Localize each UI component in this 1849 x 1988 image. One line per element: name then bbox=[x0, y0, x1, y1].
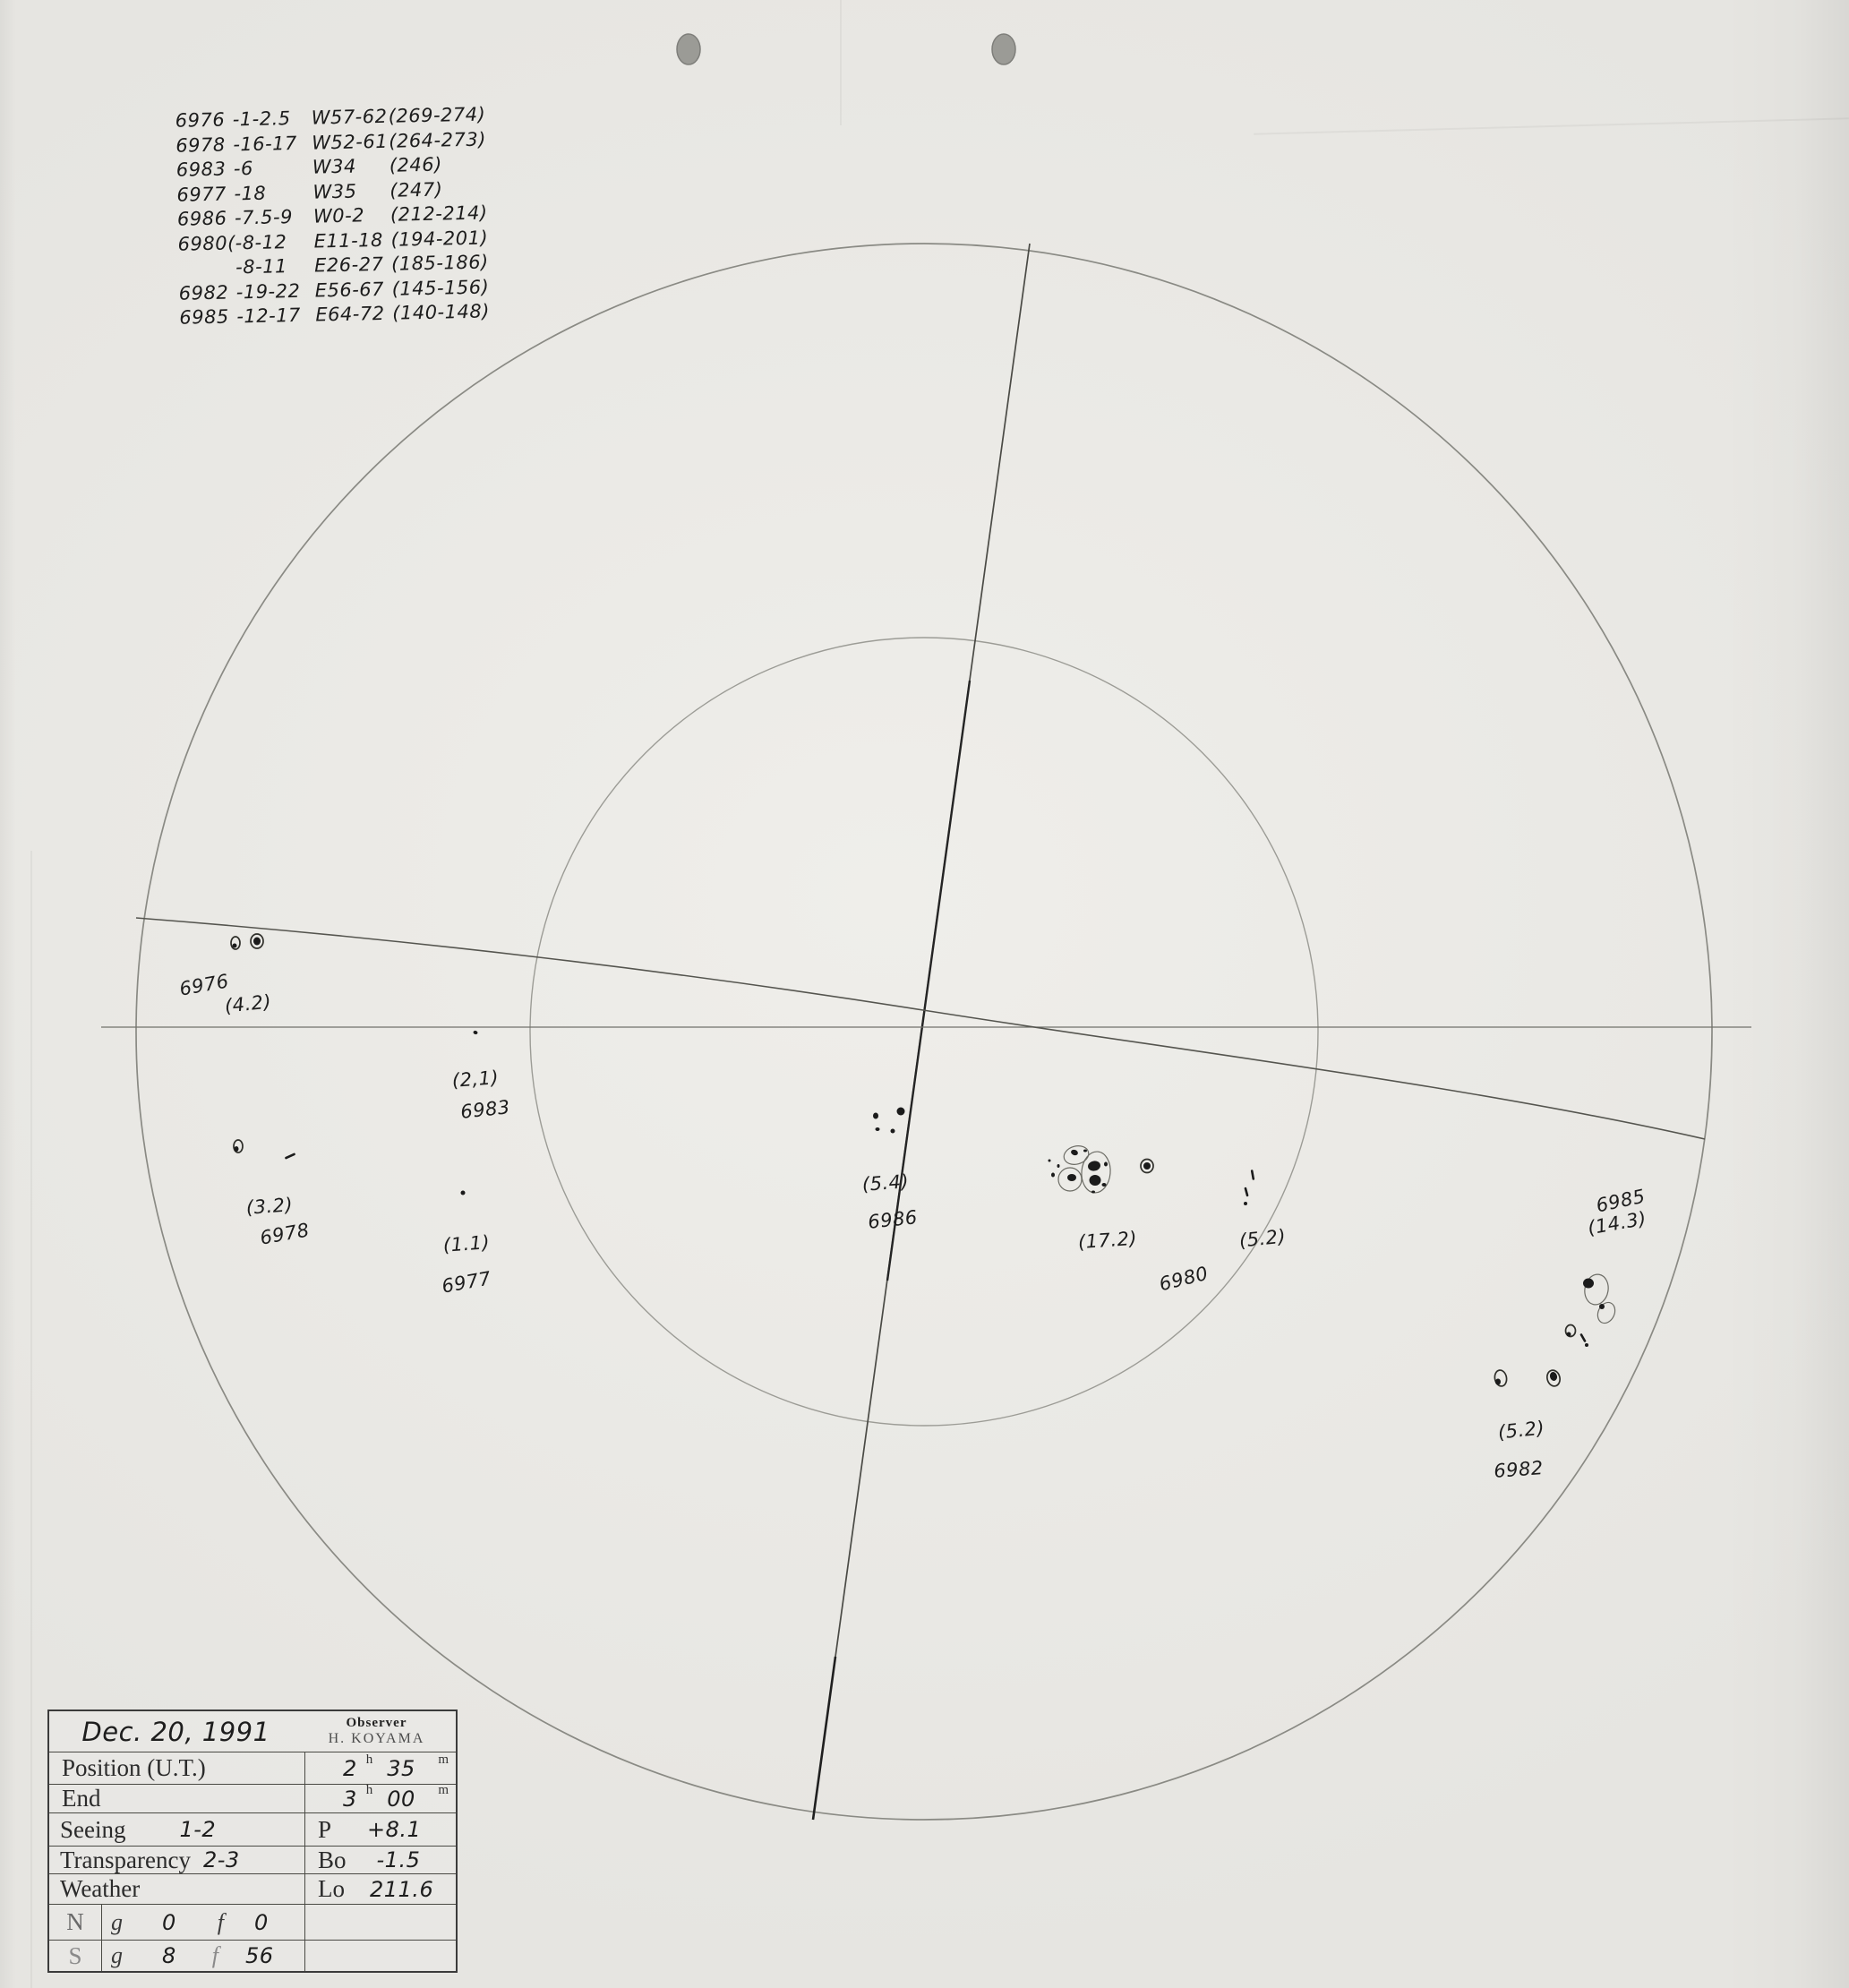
sunspot bbox=[1583, 1279, 1594, 1289]
g-symbol: g bbox=[111, 1942, 123, 1968]
longitude-range: W57-62 bbox=[311, 105, 388, 129]
empty-cell bbox=[304, 1905, 456, 1940]
lo-value: 211.6 bbox=[370, 1876, 434, 1902]
sunspot bbox=[1057, 1164, 1060, 1168]
observation-table bbox=[47, 1710, 458, 1973]
seeing-row bbox=[49, 1812, 456, 1846]
north-count-row bbox=[49, 1904, 456, 1940]
sunspot bbox=[1087, 1160, 1101, 1171]
date-observer-row bbox=[49, 1711, 456, 1752]
sunspot bbox=[1599, 1304, 1605, 1309]
sunspot bbox=[1567, 1332, 1571, 1337]
end-row bbox=[49, 1784, 456, 1812]
sunspot bbox=[897, 1108, 905, 1116]
sunspot bbox=[1051, 1173, 1055, 1178]
end-hours: 3 bbox=[343, 1786, 357, 1812]
group-label-6985: 6985 bbox=[1594, 1185, 1648, 1217]
active-region-catalog bbox=[175, 102, 500, 330]
position-value bbox=[304, 1752, 456, 1784]
group-count-6986: (5.4) bbox=[861, 1170, 910, 1195]
sunspot bbox=[873, 1113, 878, 1119]
carrington-range: (212-214) bbox=[389, 201, 488, 226]
transparency-row bbox=[49, 1846, 456, 1873]
end-minutes: 00 bbox=[387, 1786, 415, 1812]
carrington-range: (269-274) bbox=[388, 103, 486, 127]
group-label-6976: 6976 bbox=[177, 970, 231, 1000]
carrington-range: (140-148) bbox=[392, 300, 491, 324]
transparency-value: 2-3 bbox=[202, 1847, 240, 1872]
meridian-dark-segment-bottom bbox=[813, 1657, 835, 1820]
position-label: Position (U.T.) bbox=[62, 1754, 206, 1781]
group-label-6983: 6983 bbox=[459, 1096, 511, 1123]
outer-disk-circle bbox=[136, 244, 1712, 1820]
weather-label: Weather bbox=[60, 1875, 141, 1902]
group-number: 6985 bbox=[179, 305, 230, 329]
longitude-range: E11-18 bbox=[313, 228, 384, 253]
f-symbol: f bbox=[211, 1942, 219, 1968]
minutes-unit: m bbox=[438, 1783, 449, 1797]
sunspot bbox=[1062, 1144, 1091, 1168]
carrington-range: (247) bbox=[389, 178, 443, 201]
g-symbol: g bbox=[111, 1908, 123, 1935]
sunspot bbox=[1595, 1299, 1618, 1325]
longitude-range: E64-72 bbox=[315, 302, 385, 326]
group-number: 6986 bbox=[176, 207, 227, 230]
end-value bbox=[304, 1785, 456, 1812]
sunspot bbox=[1067, 1174, 1076, 1181]
group-number: 6982 bbox=[178, 281, 229, 304]
minutes-unit: m bbox=[438, 1752, 449, 1767]
latitude-range: -12-17 bbox=[236, 304, 302, 328]
group-number: 6976 bbox=[175, 108, 226, 132]
sunspot bbox=[1143, 1162, 1151, 1170]
carrington-range: (246) bbox=[389, 153, 443, 176]
sunspot bbox=[1070, 1149, 1079, 1156]
latitude-range: -7.5-9 bbox=[234, 206, 294, 229]
latitude-range: -6 bbox=[233, 157, 254, 180]
sunspot bbox=[1585, 1343, 1588, 1347]
latitude-range: -8-12 bbox=[235, 230, 287, 253]
south-label: S bbox=[68, 1941, 82, 1969]
longitude-range: E26-27 bbox=[313, 253, 384, 277]
sunspot bbox=[1582, 1272, 1611, 1307]
observer-label: Observer bbox=[346, 1716, 407, 1731]
sunspot bbox=[1494, 1369, 1508, 1387]
longitude-range: W0-2 bbox=[312, 204, 365, 227]
latitude-range: -8-11 bbox=[235, 255, 288, 278]
group-count-6980: (17.2) bbox=[1077, 1227, 1138, 1254]
north-f-value: 0 bbox=[254, 1909, 269, 1935]
lo-label: Lo bbox=[318, 1875, 345, 1902]
south-counts bbox=[101, 1941, 304, 1971]
longitude-range: W35 bbox=[312, 180, 357, 203]
sunspot bbox=[876, 1127, 880, 1131]
transparency-cell bbox=[49, 1847, 304, 1874]
sunspot bbox=[1495, 1379, 1501, 1385]
inner-reference-circle bbox=[530, 638, 1318, 1426]
sunspot bbox=[1080, 1151, 1112, 1195]
sunspot bbox=[461, 1191, 466, 1195]
end-label: End bbox=[62, 1785, 101, 1812]
group-number: 6980( bbox=[177, 231, 235, 255]
group-label-6978: 6978 bbox=[258, 1219, 312, 1249]
group-count-6977: (1.1) bbox=[442, 1231, 491, 1256]
sunspot bbox=[1252, 1171, 1254, 1179]
group-count-6985: (14.3) bbox=[1586, 1207, 1648, 1239]
group-count2-6980: (5.2) bbox=[1237, 1225, 1288, 1252]
sunspot bbox=[1244, 1202, 1247, 1205]
longitude-range: W52-61 bbox=[312, 130, 389, 154]
p-cell bbox=[304, 1813, 456, 1846]
south-g-value: 8 bbox=[162, 1943, 176, 1968]
group-count-6978: (3.2) bbox=[245, 1194, 294, 1219]
group-count-6982: (5.2) bbox=[1496, 1417, 1546, 1444]
latitude-range: -1-2.5 bbox=[232, 107, 291, 131]
sunspot bbox=[1581, 1335, 1585, 1341]
group-label-6977: 6977 bbox=[440, 1267, 493, 1298]
north-counts bbox=[101, 1905, 304, 1940]
sunspot bbox=[1090, 1175, 1101, 1186]
sunspot bbox=[235, 1146, 239, 1152]
weather-row bbox=[49, 1873, 456, 1904]
sunspot bbox=[473, 1030, 478, 1034]
latitude-range: -19-22 bbox=[235, 279, 301, 303]
hours-unit: h bbox=[365, 1783, 373, 1797]
sunspot bbox=[1102, 1183, 1107, 1187]
seeing-label: Seeing bbox=[60, 1815, 126, 1843]
solar-equator-line bbox=[136, 918, 1705, 1139]
group-count-6976: (4.2) bbox=[223, 990, 273, 1017]
sunspot bbox=[1104, 1162, 1108, 1167]
punch-hole-left bbox=[677, 34, 700, 64]
p-value: +8.1 bbox=[367, 1817, 422, 1842]
longitude-range: E56-67 bbox=[314, 278, 385, 302]
sunspot bbox=[1049, 1160, 1051, 1162]
bo-cell bbox=[304, 1847, 456, 1873]
observer-block bbox=[303, 1716, 456, 1746]
sunspot bbox=[1091, 1191, 1095, 1194]
sunspot bbox=[253, 938, 261, 946]
lo-cell bbox=[304, 1874, 456, 1904]
punch-hole-right bbox=[992, 34, 1015, 64]
longitude-range: W34 bbox=[312, 155, 357, 178]
position-row bbox=[49, 1752, 456, 1784]
carrington-range: (194-201) bbox=[390, 226, 489, 251]
south-count-row bbox=[49, 1940, 456, 1971]
sunspot bbox=[1083, 1150, 1087, 1153]
group-label-6980: 6980 bbox=[1157, 1262, 1211, 1296]
south-f-value: 56 bbox=[245, 1943, 274, 1968]
position-minutes: 35 bbox=[387, 1755, 415, 1781]
f-symbol: f bbox=[217, 1908, 225, 1935]
north-g-value: 0 bbox=[162, 1909, 176, 1935]
bo-value: -1.5 bbox=[376, 1847, 421, 1872]
latitude-range: -16-17 bbox=[233, 132, 298, 155]
seeing-value: 1-2 bbox=[179, 1817, 217, 1842]
sunspot bbox=[1246, 1188, 1247, 1195]
observation-date: Dec. 20, 1991 bbox=[81, 1716, 270, 1747]
hours-unit: h bbox=[365, 1752, 373, 1767]
latitude-range: -18 bbox=[234, 182, 267, 204]
sunspot bbox=[286, 1154, 294, 1158]
group-number: 6978 bbox=[175, 133, 226, 157]
carrington-range: (145-156) bbox=[391, 275, 490, 300]
transparency-label: Transparency bbox=[60, 1846, 191, 1873]
sunspot bbox=[233, 944, 237, 948]
observer-name: H. KOYAMA bbox=[328, 1730, 425, 1746]
bo-label: Bo bbox=[318, 1846, 347, 1873]
carrington-range: (264-273) bbox=[388, 128, 487, 152]
sunspot bbox=[891, 1129, 895, 1134]
empty-cell bbox=[304, 1941, 456, 1971]
seeing-cell bbox=[49, 1816, 304, 1844]
group-number bbox=[203, 255, 236, 280]
group-label-6986: 6986 bbox=[867, 1206, 919, 1233]
group-number: 6983 bbox=[175, 158, 227, 181]
group-number: 6977 bbox=[176, 183, 227, 206]
group-count-6983: (2,1) bbox=[451, 1067, 500, 1092]
group-label-6982: 6982 bbox=[1493, 1457, 1545, 1482]
north-label: N bbox=[66, 1908, 84, 1935]
p-label: P bbox=[318, 1815, 332, 1843]
carrington-range: (185-186) bbox=[390, 251, 489, 275]
position-hours: 2 bbox=[343, 1755, 357, 1781]
